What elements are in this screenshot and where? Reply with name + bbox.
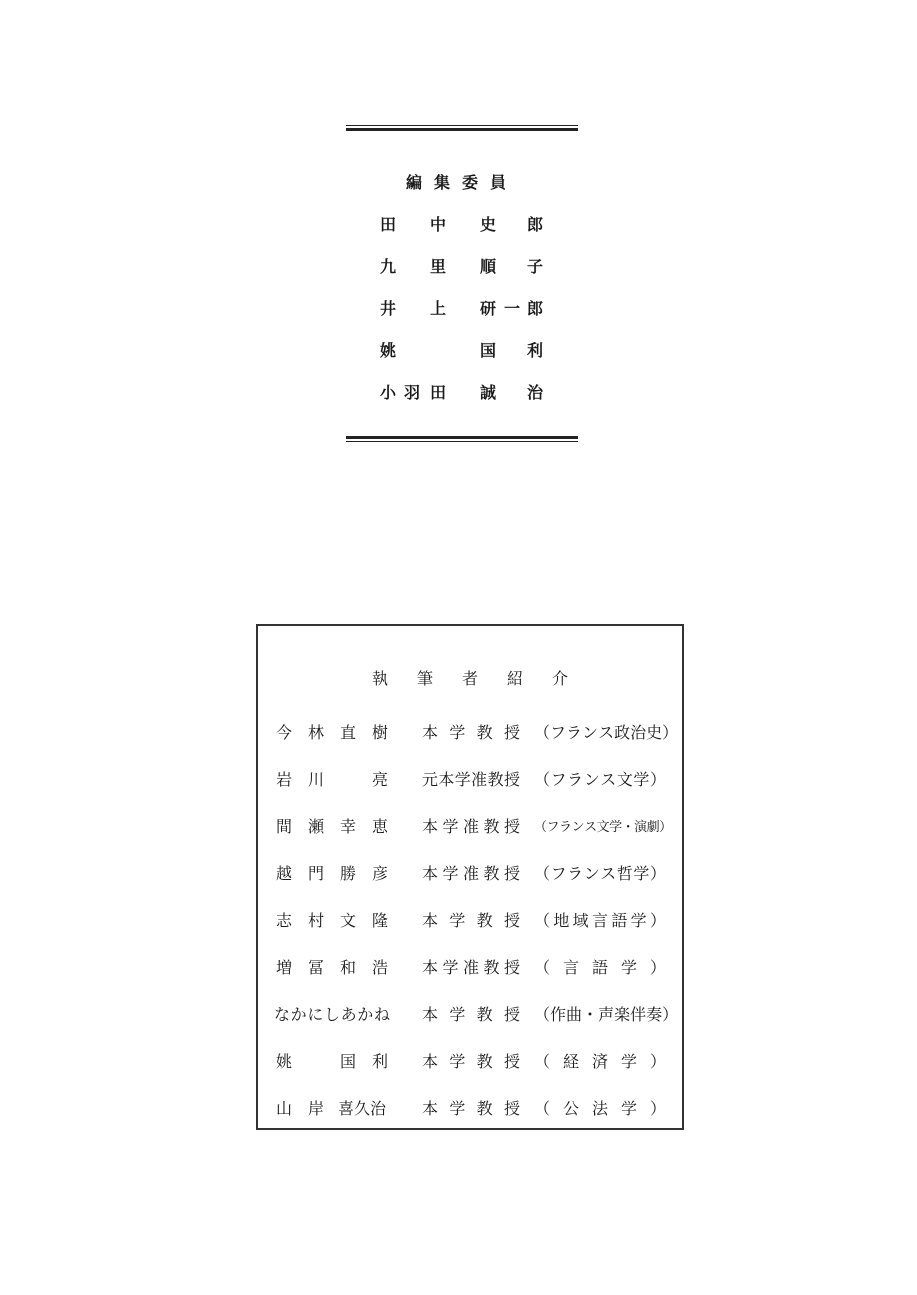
member-char: 一 <box>503 299 520 318</box>
contributor-position: 本 学 教 授 <box>422 911 520 930</box>
contributor-field: （ フ ラ ン ス 政 治 史 ） <box>534 723 679 742</box>
member-char: 九 <box>379 257 396 276</box>
contributor-name: 志 村 文 隆 <box>275 911 388 930</box>
member-char: 羽 <box>403 383 420 402</box>
member-char: 子 <box>526 257 543 276</box>
contributor-row <box>258 908 682 932</box>
contributor-name: 姚 国 利 <box>275 1052 388 1071</box>
contributor-row <box>258 861 682 885</box>
contributor-row <box>258 1096 682 1120</box>
contributor-field: （ 経 済 学 ） <box>534 1052 666 1071</box>
member-char: 里 <box>429 257 446 276</box>
contributor-name: 岩 川 亮 <box>275 770 388 789</box>
contributor-position: 本 学 准 教 授 <box>422 864 520 883</box>
contributor-position: 本 学 教 授 <box>422 1099 520 1118</box>
contributor-row <box>258 1049 682 1073</box>
contributor-row <box>258 814 682 838</box>
contributor-field: （ 作 曲 ・ 声 楽 伴 奏 ） <box>534 1005 679 1024</box>
contributor-position: 本 学 教 授 <box>422 1005 520 1024</box>
member-char: 小 <box>379 383 396 402</box>
member-char: 順 <box>479 257 496 276</box>
contributor-position: 本 学 准 教 授 <box>422 958 520 977</box>
contributor-row <box>258 720 682 744</box>
contributors-title: 執筆者紹介 <box>371 669 597 688</box>
editorial-committee-title: 編集委員 <box>405 173 518 192</box>
contributor-field: （ 言 語 学 ） <box>534 958 666 977</box>
bottom-double-rule <box>346 436 578 442</box>
contributor-field: （ フ ラ ン ス 哲 学 ） <box>534 864 666 883</box>
contributor-position: 本 学 教 授 <box>422 723 520 742</box>
member-char: 姚 <box>379 341 396 360</box>
member-char: 研 <box>479 299 496 318</box>
member-char: 史 <box>479 215 496 234</box>
contributor-row <box>258 1002 682 1026</box>
contributor-row <box>258 767 682 791</box>
contributor-position: 本 学 教 授 <box>422 1052 520 1071</box>
contributor-name: 増 冨 和 浩 <box>275 958 388 977</box>
contributor-field: （ フ ラ ン ス 文 学 ・ 演 劇 ） <box>534 820 672 835</box>
member-char: 田 <box>429 383 446 402</box>
contributor-name: 越 門 勝 彦 <box>275 864 388 883</box>
contributor-field: （ フ ラ ン ス 文 学 ） <box>534 770 666 789</box>
contributor-position: 元 本 学 准 教 授 <box>422 770 520 789</box>
member-char: 治 <box>526 383 543 402</box>
contributor-field: （ 公 法 学 ） <box>534 1099 666 1118</box>
member-char: 国 <box>479 341 496 360</box>
member-char: 郎 <box>526 215 543 234</box>
contributor-name: 今 林 直 樹 <box>275 723 388 742</box>
member-char: 上 <box>429 299 446 318</box>
member-char: 利 <box>526 341 543 360</box>
contributor-position: 本 学 准 教 授 <box>422 817 520 836</box>
contributor-name: な か に し あ か ね <box>274 1005 390 1024</box>
contributor-field: （ 地 域 言 語 学 ） <box>534 911 666 930</box>
contributors-box <box>256 624 684 1130</box>
contributor-name: 間 瀬 幸 恵 <box>275 817 388 836</box>
member-char: 田 <box>379 215 396 234</box>
member-char: 井 <box>379 299 396 318</box>
member-char: 誠 <box>479 383 496 402</box>
contributor-row <box>258 955 682 979</box>
contributor-name: 山 岸 喜 久 治 <box>275 1099 387 1118</box>
member-char: 郎 <box>526 299 543 318</box>
top-double-rule <box>346 125 578 131</box>
member-char: 中 <box>429 215 446 234</box>
